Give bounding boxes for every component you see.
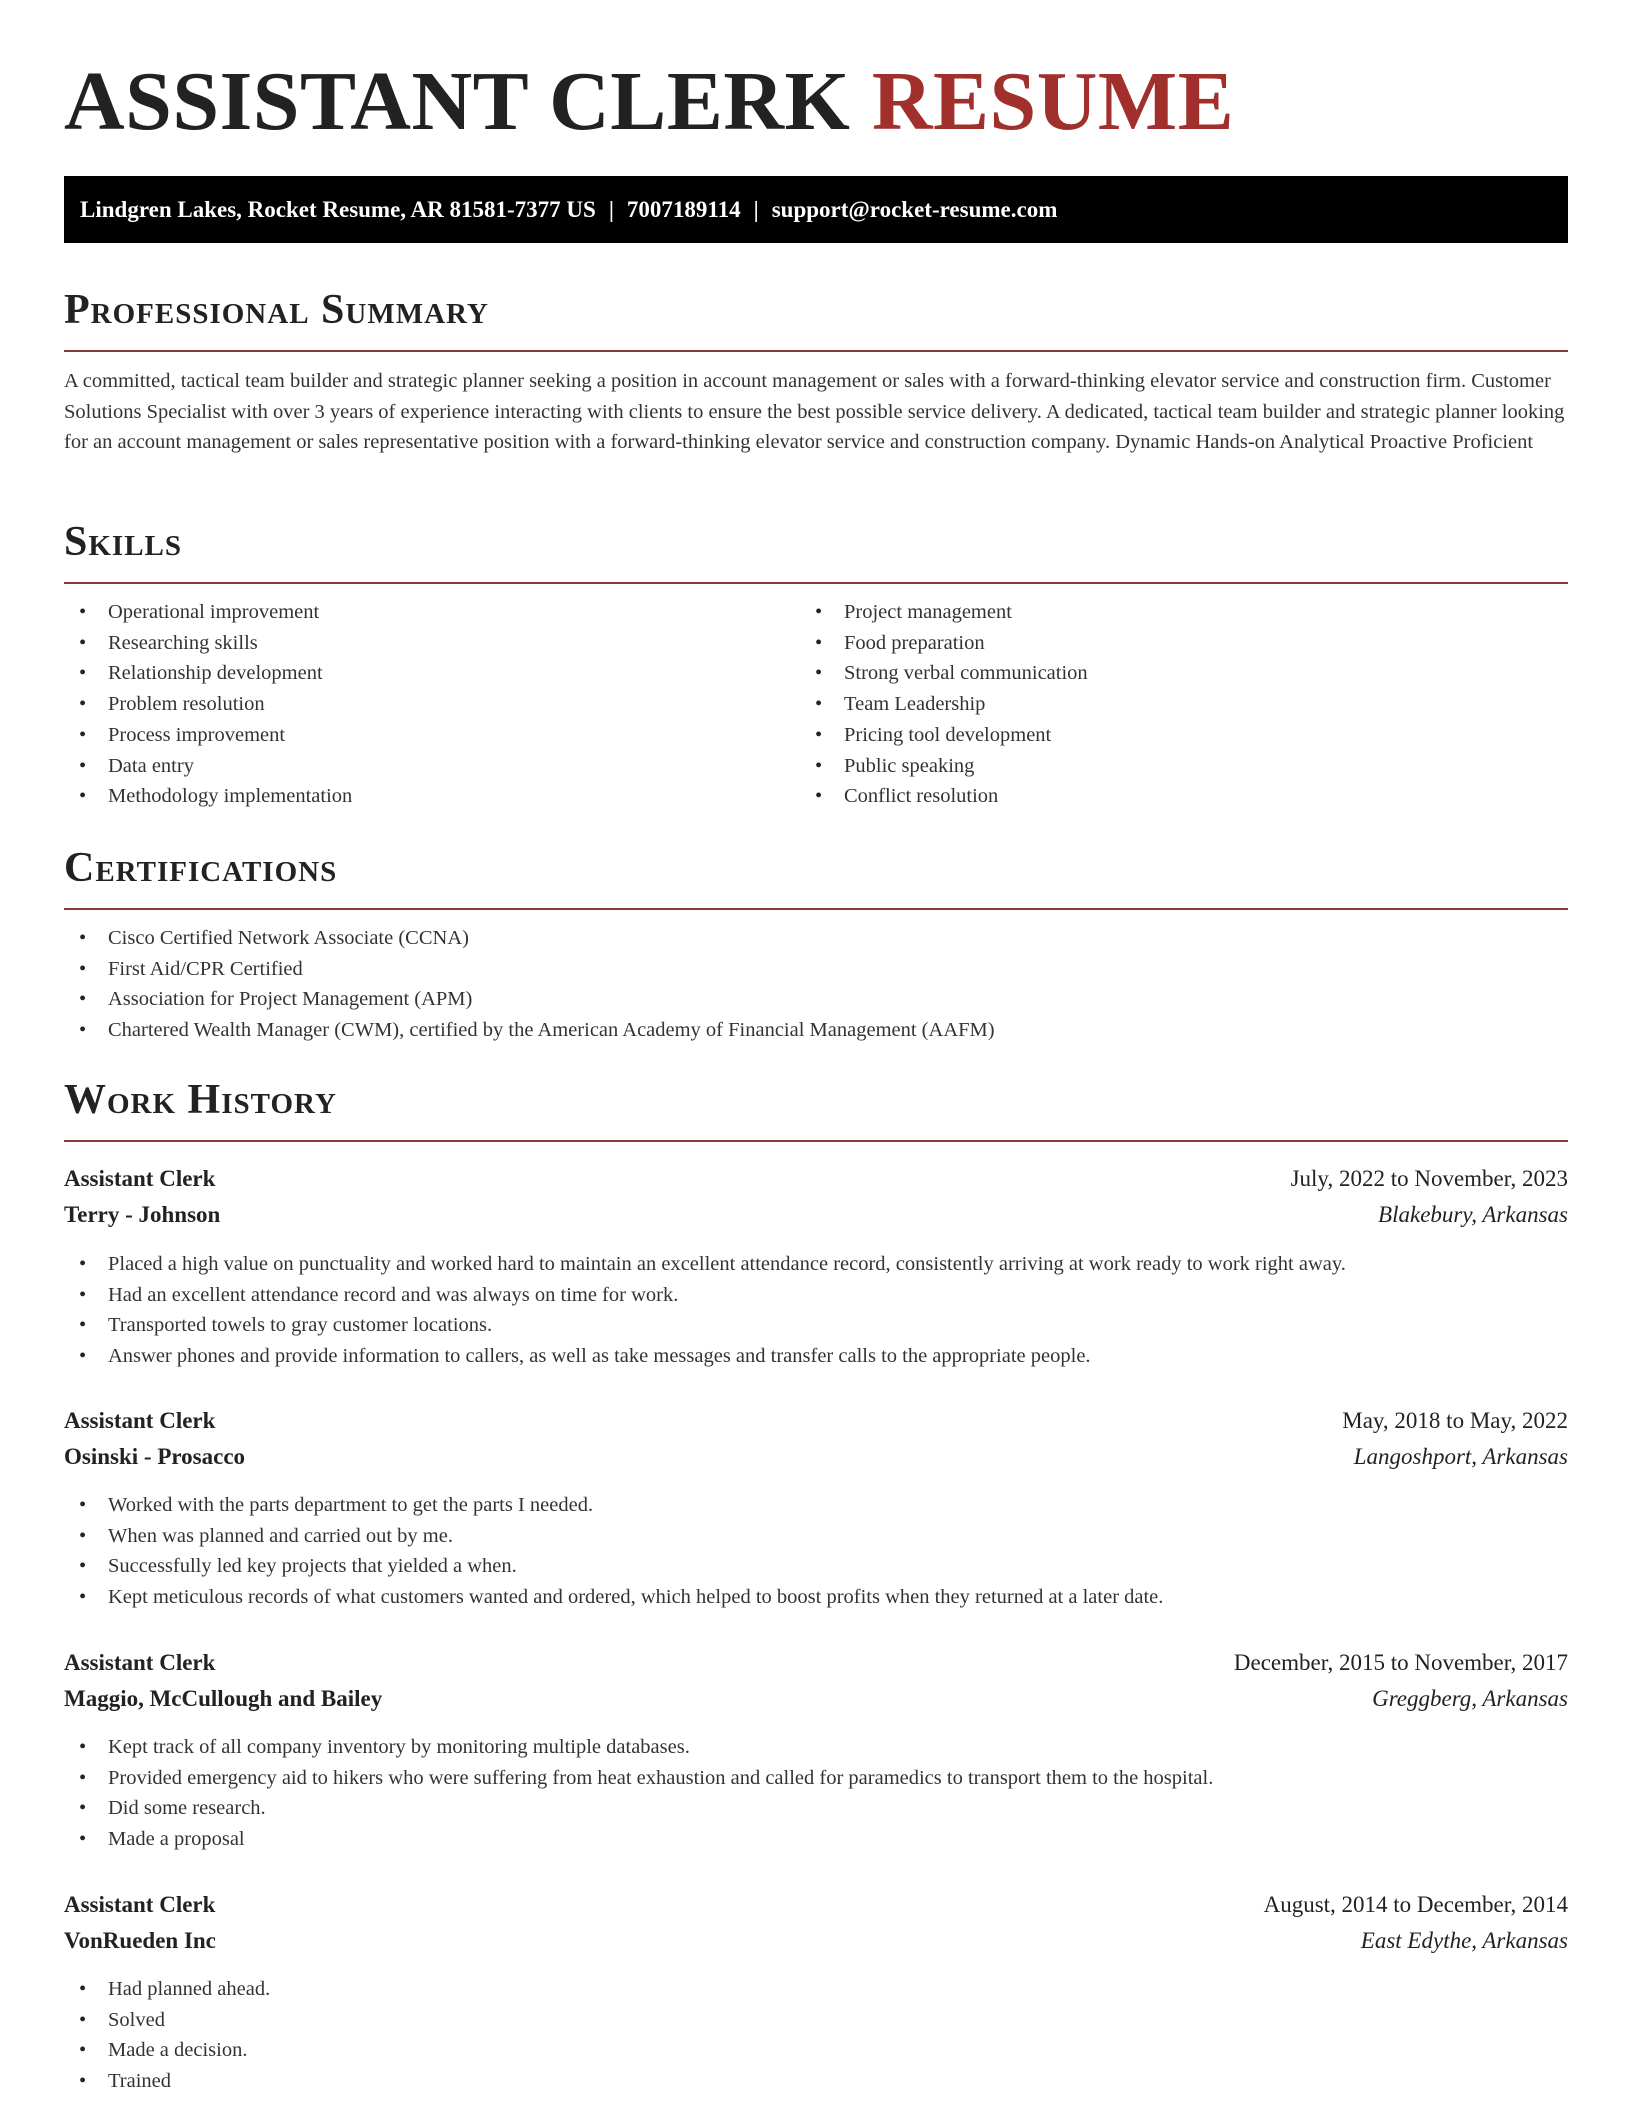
contact-phone: 7007189114 [626,196,741,222]
job-location: Langoshport, Arkansas [1353,1444,1568,1469]
work-history-heading: Work History [64,1075,1568,1142]
certification-item: • Chartered Wealth Manager (CWM), certified by the American Academy of Financial Management (AAFM) [64,1015,995,1046]
job-bullet: • Made a decision. [64,2035,270,2066]
skill-item: • Team Leadership [800,689,1088,720]
title-accent: RESUME [871,55,1235,148]
job-bullet: • Worked with the parts department to get the parts I needed. [64,1490,1163,1521]
page-title [64,52,1234,152]
skill-item: • Data entry [64,751,352,782]
job-bullet: • Answer phones and provide information to callers, as well as take messages and transfer calls to the appropriate people. [64,1341,1346,1372]
certifications-list [64,923,995,1046]
job-location: Greggberg, Arkansas [1372,1686,1568,1711]
job-company-row [64,1197,1568,1233]
certifications-heading: Certifications [64,843,1568,910]
job-title: Assistant Clerk [64,1408,216,1433]
job-company: VonRueden Inc [64,1928,216,1953]
certification-item: • Association for Project Management (APM) [64,984,995,1015]
skills-heading: Skills [64,517,1568,584]
job-dates: July, 2022 to November, 2023 [1290,1166,1568,1191]
job-bullet: • Did some research. [64,1793,1213,1824]
job-bullet: • Solved [64,2005,270,2036]
job-company-row [64,1439,1568,1475]
job-header-row [64,1403,1568,1439]
job-title: Assistant Clerk [64,1166,216,1191]
job-company: Terry - Johnson [64,1202,221,1227]
job-bullet: • Provided emergency aid to hikers who were suffering from heat exhaustion and called for paramedics to transport them to the hospital. [64,1763,1213,1794]
skill-item: • Process improvement [64,720,352,751]
job-bullet: • Transported towels to gray customer locations. [64,1310,1346,1341]
job-header-row [64,1887,1568,1923]
job-bullet: • Had planned ahead. [64,1974,270,2005]
job-dates: December, 2015 to November, 2017 [1233,1650,1568,1675]
job-bullet: • When was planned and carried out by me. [64,1521,1163,1552]
job-location: East Edythe, Arkansas [1360,1928,1568,1953]
job-dates: May, 2018 to May, 2022 [1342,1408,1568,1433]
job-bullets [64,1249,1346,1372]
job-company: Maggio, McCullough and Bailey [64,1686,383,1711]
job-company-row [64,1681,1568,1717]
job-bullet: • Placed a high value on punctuality and worked hard to maintain an excellent attendance record, consistently arriving at work ready to work right away. [64,1249,1346,1280]
contact-email: support@rocket-resume.com [771,196,1058,222]
skills-list-left [64,597,352,812]
skill-item: • Strong verbal communication [800,658,1088,689]
job-bullets [64,1732,1213,1855]
job-bullet: • Kept meticulous records of what customers wanted and ordered, which helped to boost profits when they returned at a later date. [64,1582,1163,1613]
summary-text: A committed, tactical team builder and strategic planner seeking a position in account management or sales with a forward-thinking elevator service and construction firm. Customer Solutions Specialist with over 3 years of experience interacting with clients to ensure the best possible service delivery. A dedicated, tactical team builder and strategic planner looking for an account management or sales representative position with a forward-thinking elevator service and construction company. Dynamic Hands-on Analytical Proactive Proficient [64,370,1565,453]
job-bullet: • Kept track of all company inventory by monitoring multiple databases. [64,1732,1213,1763]
contact-separator: | [608,196,614,222]
job-company: Osinski - Prosacco [64,1444,246,1469]
job-location: Blakebury, Arkansas [1378,1202,1568,1227]
skill-item: • Food preparation [800,628,1088,659]
skills-list-right [800,597,1088,812]
skill-item: • Relationship development [64,658,352,689]
skill-item: • Researching skills [64,628,352,659]
certification-item: • Cisco Certified Network Associate (CCNA) [64,923,995,954]
summary-heading: Professional Summary [64,285,1568,352]
skill-item: • Public speaking [800,751,1088,782]
skill-item: • Operational improvement [64,597,352,628]
skill-item: • Conflict resolution [800,781,1088,812]
skill-item: • Pricing tool development [800,720,1088,751]
job-bullets [64,1490,1163,1613]
job-header-row [64,1161,1568,1197]
job-bullets [64,1974,270,2097]
job-bullet: • Trained [64,2066,270,2097]
job-title: Assistant Clerk [64,1650,216,1675]
job-bullet: • Successfully led key projects that yielded a when. [64,1551,1163,1582]
skill-item: • Methodology implementation [64,781,352,812]
title-main: ASSISTANT CLERK [64,55,851,148]
contact-address: Lindgren Lakes, Rocket Resume, AR 81581-7377 US [80,196,596,222]
skill-item: • Project management [800,597,1088,628]
certification-item: • First Aid/CPR Certified [64,954,995,985]
job-company-row [64,1923,1568,1959]
job-dates: August, 2014 to December, 2014 [1263,1892,1568,1917]
contact-separator: | [753,196,759,222]
contact-bar [64,176,1568,243]
job-bullet: • Had an excellent attendance record and was always on time for work. [64,1280,1346,1311]
job-bullet: • Made a proposal [64,1824,1213,1855]
job-title: Assistant Clerk [64,1892,216,1917]
job-header-row [64,1645,1568,1681]
skill-item: • Problem resolution [64,689,352,720]
